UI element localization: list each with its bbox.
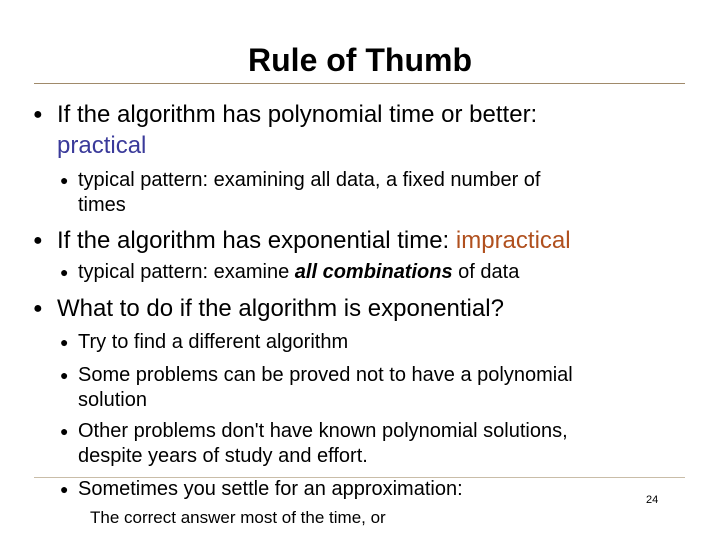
- bullet-dot: ●: [60, 334, 69, 350]
- bullet-dot: ●: [60, 172, 69, 188]
- emphasis-all-combinations: all combinations: [294, 261, 453, 283]
- bullet-dot: ●: [33, 300, 43, 317]
- subbullet-text: Try to find a different algorithm: [78, 331, 349, 353]
- bullet-dot: ●: [60, 367, 69, 383]
- bullet-text: If the algorithm has exponential time:: [57, 227, 456, 254]
- subbullet-text: typical pattern: examining all data, a fixed number of: [78, 169, 541, 191]
- bullet-text: If the algorithm has polynomial time or better:: [57, 101, 538, 128]
- bullet-dot: ●: [33, 106, 43, 123]
- bullet-text: What to do if the algorithm is exponential?: [57, 295, 504, 322]
- subbullet-text: Other problems don't have known polynomial solutions,: [78, 420, 568, 442]
- subbullet-text-post: of data: [452, 261, 520, 283]
- slide-title: Rule of Thumb: [248, 42, 472, 78]
- subbullet-text: Sometimes you settle for an approximation:: [78, 478, 463, 500]
- subbullet-text: Some problems can be proved not to have a polynomial: [78, 364, 573, 386]
- practical-label: practical: [57, 132, 147, 159]
- page-number: 24: [646, 494, 659, 506]
- subbullet-text: despite years of study and effort.: [78, 445, 368, 467]
- bullet-dot: ●: [60, 264, 69, 280]
- bullet-dot: ●: [60, 423, 69, 439]
- title-divider: [34, 83, 685, 84]
- bullet-dot: ●: [60, 481, 69, 497]
- subbullet-text: times: [78, 194, 126, 216]
- subbullet-text: solution: [78, 389, 147, 411]
- bullet-dot: ●: [33, 232, 43, 249]
- subbullet-text-pre: typical pattern: examine: [78, 261, 295, 283]
- impractical-label: impractical: [455, 227, 571, 254]
- subsubbullet-correct-most-time: The correct answer most of the time, or: [90, 508, 386, 527]
